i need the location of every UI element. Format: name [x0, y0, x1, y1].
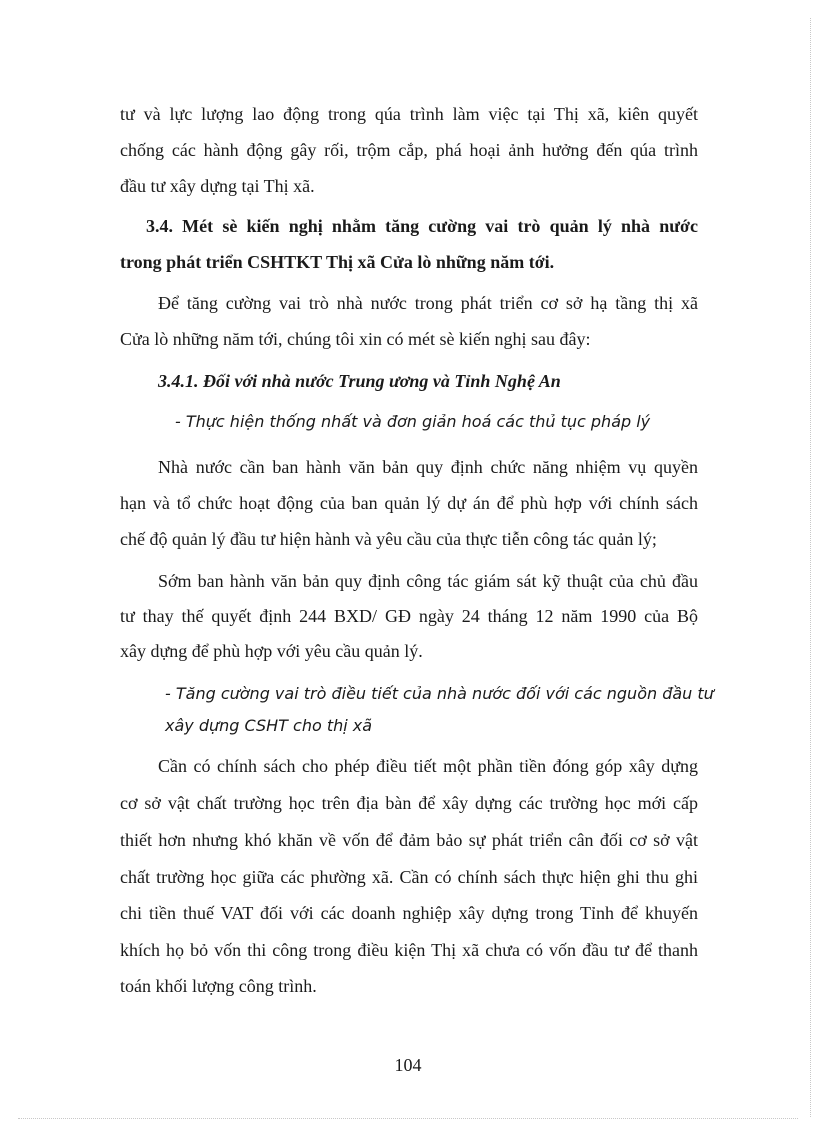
paragraph-line: chế độ quản lý đầu tư hiện hành và yêu cầu của thực tiễn công tác quản lý;: [120, 529, 657, 549]
paragraph-line: xây dựng để phù hợp với yêu cầu quản lý.: [120, 641, 423, 661]
list-item: - Thực hiện thống nhất và đơn giản hoá các thủ tục pháp lý: [175, 412, 651, 431]
page-number: 104: [394, 1055, 422, 1075]
paragraph-line: Cửa lò những năm tới, chúng tôi xin có mét sè kiến nghị sau đây:: [120, 329, 591, 349]
paragraph-line: tư và lực lượng lao động trong qúa trình làm việc tại Thị xã, kiên quyết: [120, 104, 698, 124]
paragraph-line: chi tiền thuế VAT đối với các doanh nghiệp xây dựng trong Tỉnh để khuyến: [120, 903, 698, 923]
paragraph-line: Sớm ban hành văn bản quy định công tác giám sát kỹ thuật của chủ đầu: [158, 571, 698, 591]
paragraph-line: đầu tư xây dựng tại Thị xã.: [120, 176, 315, 196]
section-heading: trong phát triển CSHTKT Thị xã Cửa lò những năm tới.: [120, 252, 555, 272]
paragraph-line: chất trường học giữa các phường xã. Cần có chính sách thực hiện ghi thu ghi: [120, 867, 698, 887]
list-item: xây dựng CSHT cho thị xã: [165, 716, 373, 735]
paragraph-line: thiết hơn nhưng khó khăn về vốn để đảm bảo sự phát triển cân đối cơ sở vật: [120, 830, 698, 850]
paragraph-line: cơ sở vật chất trường học trên địa bàn để xây dựng các trường học mới cấp: [120, 793, 698, 813]
section-heading: 3.4. Mét sè kiến nghị nhằm tăng cường vai trò quản lý nhà nước: [146, 216, 698, 236]
subsection-heading: 3.4.1. Đối với nhà nước Trung ương và Tỉnh Nghệ An: [158, 371, 561, 391]
page-edge-bottom: [18, 1118, 798, 1119]
paragraph-line: Nhà nước cần ban hành văn bản quy định chức năng nhiệm vụ quyền: [158, 457, 698, 477]
paragraph-line: hạn và tổ chức hoạt động của ban quản lý dự án để phù hợp với chính sách: [120, 493, 698, 513]
paragraph-line: chống các hành động gây rối, trộm cắp, phá hoại ảnh hưởng đến qúa trình: [120, 140, 698, 160]
paragraph-line: Để tăng cường vai trò nhà nước trong phát triển cơ sở hạ tầng thị xã: [158, 293, 698, 313]
paragraph-line: khích họ bỏ vốn thi công trong điều kiện Thị xã chưa có vốn đầu tư để thanh: [120, 940, 698, 960]
page-edge-right: [810, 18, 811, 1117]
paragraph-line: Cần có chính sách cho phép điều tiết một phần tiền đóng góp xây dựng: [158, 756, 698, 776]
paragraph-line: toán khối lượng công trình.: [120, 976, 317, 996]
paragraph-line: tư thay thế quyết định 244 BXD/ GĐ ngày 24 tháng 12 năm 1990 của Bộ: [120, 606, 698, 626]
list-item: - Tăng cường vai trò điều tiết của nhà nước đối với các nguồn đầu tư: [165, 684, 714, 703]
